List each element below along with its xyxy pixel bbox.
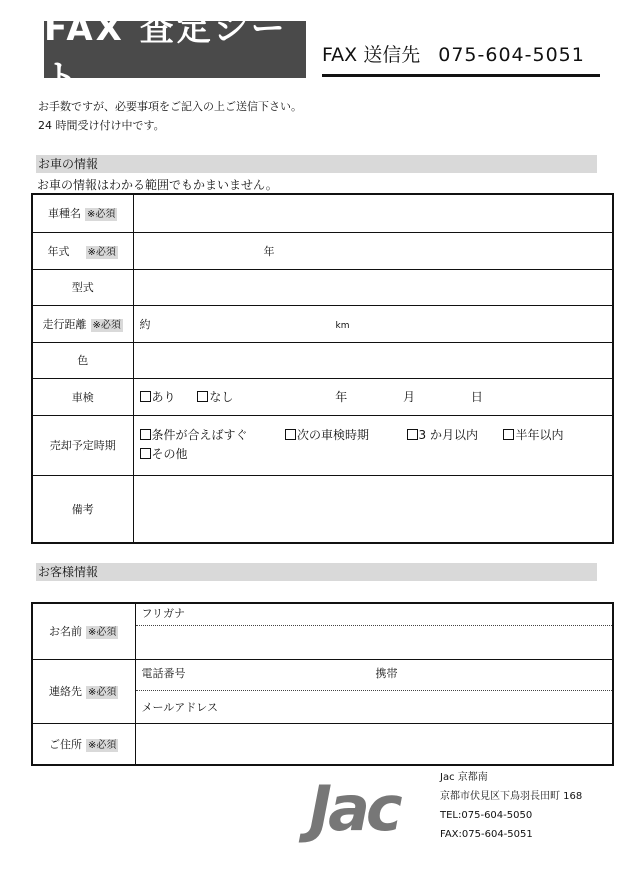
car-model-field[interactable] [133, 269, 613, 305]
sheet-title: FAX 査定シート [44, 21, 306, 78]
mileage-unit: km [335, 320, 350, 331]
sale-option-half-year[interactable]: 半年以内 [503, 426, 563, 445]
inspection-label: 車検 [32, 378, 133, 415]
inspection-year-unit: 年 [335, 390, 348, 404]
row-inspection [32, 378, 613, 415]
year-unit: 年 [263, 244, 275, 258]
color-label: 色 [32, 342, 133, 378]
row-car-year [32, 232, 613, 269]
row-contact [32, 659, 613, 723]
remarks-label: 備考 [32, 475, 133, 543]
mileage-label: 走行距離 ※必須 [32, 305, 133, 342]
address-label: ご住所 ※必須 [32, 723, 135, 765]
inspection-day-unit: 日 [470, 390, 483, 404]
checkbox-icon[interactable] [503, 429, 514, 440]
row-mileage [32, 305, 613, 342]
required-badge: ※必須 [88, 687, 117, 698]
color-field[interactable] [133, 342, 613, 378]
inspection-month-unit: 月 [403, 390, 416, 404]
row-car-model [32, 269, 613, 305]
fax-label: FAX 送信先 [322, 44, 421, 66]
mileage-field[interactable] [133, 305, 613, 342]
row-sale-time [32, 415, 613, 475]
row-remarks [32, 475, 613, 543]
contact-label: 連絡先 ※必須 [32, 659, 135, 723]
furigana-field[interactable]: フリガナ [136, 604, 613, 626]
row-address [32, 723, 613, 765]
mobile-label: 携帯 [375, 666, 398, 680]
car-name-field[interactable] [133, 194, 613, 232]
jac-logo: Jac [309, 772, 399, 845]
mileage-prefix: 約 [139, 317, 151, 331]
required-badge: ※必須 [87, 209, 116, 221]
customer-section-heading: お客様情報 [36, 563, 597, 581]
sale-time-field [133, 415, 613, 475]
car-section-heading: お車の情報 [36, 155, 597, 173]
checkbox-icon[interactable] [140, 429, 151, 440]
sale-option-asap[interactable]: 条件が合えばすぐ [140, 426, 248, 445]
checkbox-icon[interactable] [407, 429, 418, 440]
inspection-field [133, 378, 613, 415]
inspection-yes-option[interactable]: あり [140, 388, 176, 405]
customer-name-label: お名前 ※必須 [32, 603, 135, 659]
sale-option-next-inspection[interactable]: 次の車検時期 [285, 426, 369, 445]
required-badge: ※必須 [87, 246, 116, 258]
address-field[interactable] [135, 723, 613, 765]
required-badge: ※必須 [92, 319, 121, 331]
customer-name-field [135, 603, 613, 659]
required-badge: ※必須 [88, 739, 117, 751]
row-car-name [32, 194, 613, 232]
sale-option-other[interactable]: その他 [140, 445, 188, 464]
car-info-table [31, 193, 614, 544]
name-kanji-field[interactable] [136, 626, 613, 658]
sale-option-3-months[interactable]: 3 か月以内 [407, 426, 478, 445]
company-fax: FAX:075-604-5051 [440, 829, 533, 840]
row-customer-name [32, 603, 613, 659]
checkbox-icon[interactable] [197, 391, 208, 402]
car-section-note: お車の情報はわかる範囲でもかまいません。 [37, 178, 278, 192]
phone-field[interactable]: 電話番号 携帯 [136, 660, 613, 691]
checkbox-icon[interactable] [140, 391, 151, 402]
email-field[interactable]: メールアドレス [141, 700, 218, 714]
fax-destination [322, 42, 600, 77]
car-year-label: 年式 ※必須 [32, 232, 133, 269]
car-model-label: 型式 [32, 269, 133, 305]
sale-time-label: 売却予定時期 [32, 415, 133, 475]
intro-text [38, 97, 302, 135]
checkbox-icon[interactable] [285, 429, 296, 440]
company-address: 京都市伏見区下鳥羽長田町 168 [440, 791, 583, 802]
company-tel: TEL:075-604-5050 [440, 810, 533, 821]
fax-number: 075-604-5051 [438, 44, 585, 66]
customer-info-table [31, 602, 614, 766]
inspection-no-option[interactable]: なし [197, 388, 233, 405]
company-info [440, 768, 582, 844]
contact-field [135, 659, 613, 723]
intro-line-2: 24 時間受け付け中です。 [38, 119, 165, 132]
intro-line-1: お手数ですが、必要事項をご記入の上ご送信下さい。 [38, 100, 302, 113]
checkbox-icon[interactable] [140, 448, 151, 459]
remarks-field[interactable] [133, 475, 613, 543]
required-badge: ※必須 [88, 627, 117, 639]
car-name-label: 車種名 ※必須 [32, 194, 133, 232]
car-year-field[interactable] [133, 232, 613, 269]
company-name: Jac 京都南 [440, 772, 488, 783]
row-color [32, 342, 613, 378]
